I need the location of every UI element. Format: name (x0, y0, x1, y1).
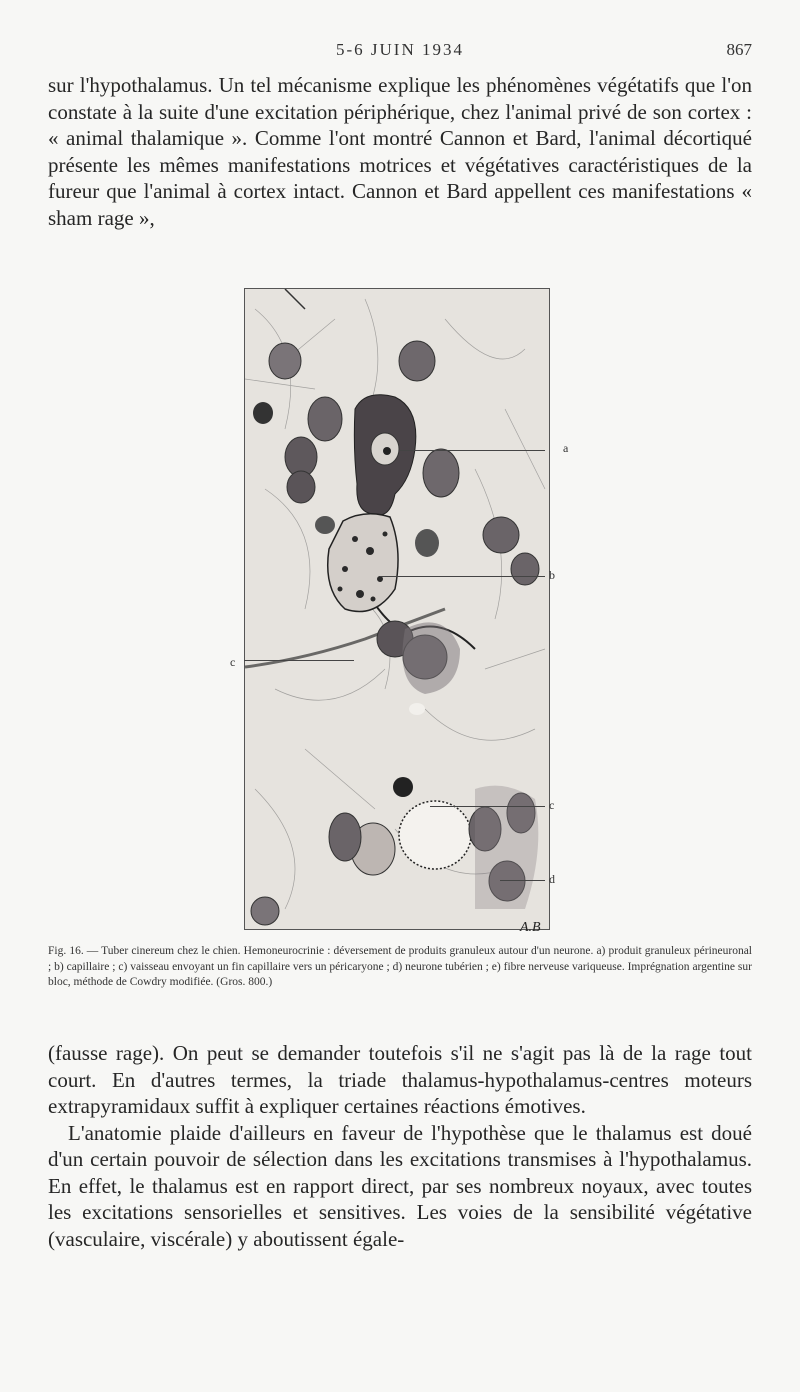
leader-line-b (380, 576, 545, 577)
artist-signature: A.B (520, 920, 541, 935)
figure-caption (48, 944, 752, 991)
top-paragraph (48, 72, 752, 231)
leader-line-d (500, 880, 545, 881)
micrograph-figure (244, 288, 550, 930)
figure-caption-text: Fig. 16. — Tuber cinereum chez le chien. Hemoneurocrinie : déversement de produits granuleux autour d'un neurone. a) produit granuleux périneuronal ; b) capillaire ; c) vaisseau envoyant un fin capillaire vers un péricaryone ; d) neurone tubérien ; e) fibre nerveuse variqueuse. Imprégnation argentine sur bloc, méthode de Cowdry modifiée. (Gros. 800.) (48, 945, 752, 988)
leader-line-a (400, 450, 545, 451)
figure-label-a: a (563, 441, 569, 455)
figure-label-c-left: c (230, 655, 236, 669)
header-date: 5-6 JUIN 1934 (336, 40, 464, 59)
figure-label-b: b (549, 568, 555, 582)
bottom-paragraphs (48, 1040, 752, 1252)
leader-line-c-right (430, 806, 545, 807)
figure-label-c-right: c (549, 798, 555, 812)
bottom-paragraph-1: (fausse rage). On peut se demander toutefois s'il ne s'agit pas là de la rage tout court. En d'autres termes, la triade thalamus-hypothalamus-centres moteurs extrapyramidaux suffit à expliquer certaines réactions émotives. (48, 1041, 752, 1118)
bottom-paragraph-2: L'anatomie plaide d'ailleurs en faveur de l'hypothèse que le thalamus est doué d'un certain pouvoir de sélection dans les excitations transmises à l'hypothalamus. En effet, le thalamus est en rapport direct, par ses nombreux noyaux, avec toutes les excitations sensorielles et sensitives. Les voies de la sensibilité végétative (vasculaire, viscérale) y aboutissent égale- (48, 1120, 752, 1251)
page-number: 867 (726, 40, 752, 59)
figure-label-d: d (549, 872, 555, 886)
micrograph-illustration (245, 289, 549, 929)
leader-line-c-left (244, 660, 354, 661)
top-paragraph-text: sur l'hypothalamus. Un tel mécanisme explique les phénomènes végétatifs que l'on constate à la suite d'une excitation périphérique, chez l'animal privé de son cortex : « animal thalamique ». Comme l'ont montré Cannon et Bard, l'animal décortiqué présente les mêmes manifestations motrices et végétatives caractéristiques de la fureur que l'animal à cortex intact. Cannon et Bard appellent ces manifestations « sham rage », (48, 73, 752, 230)
